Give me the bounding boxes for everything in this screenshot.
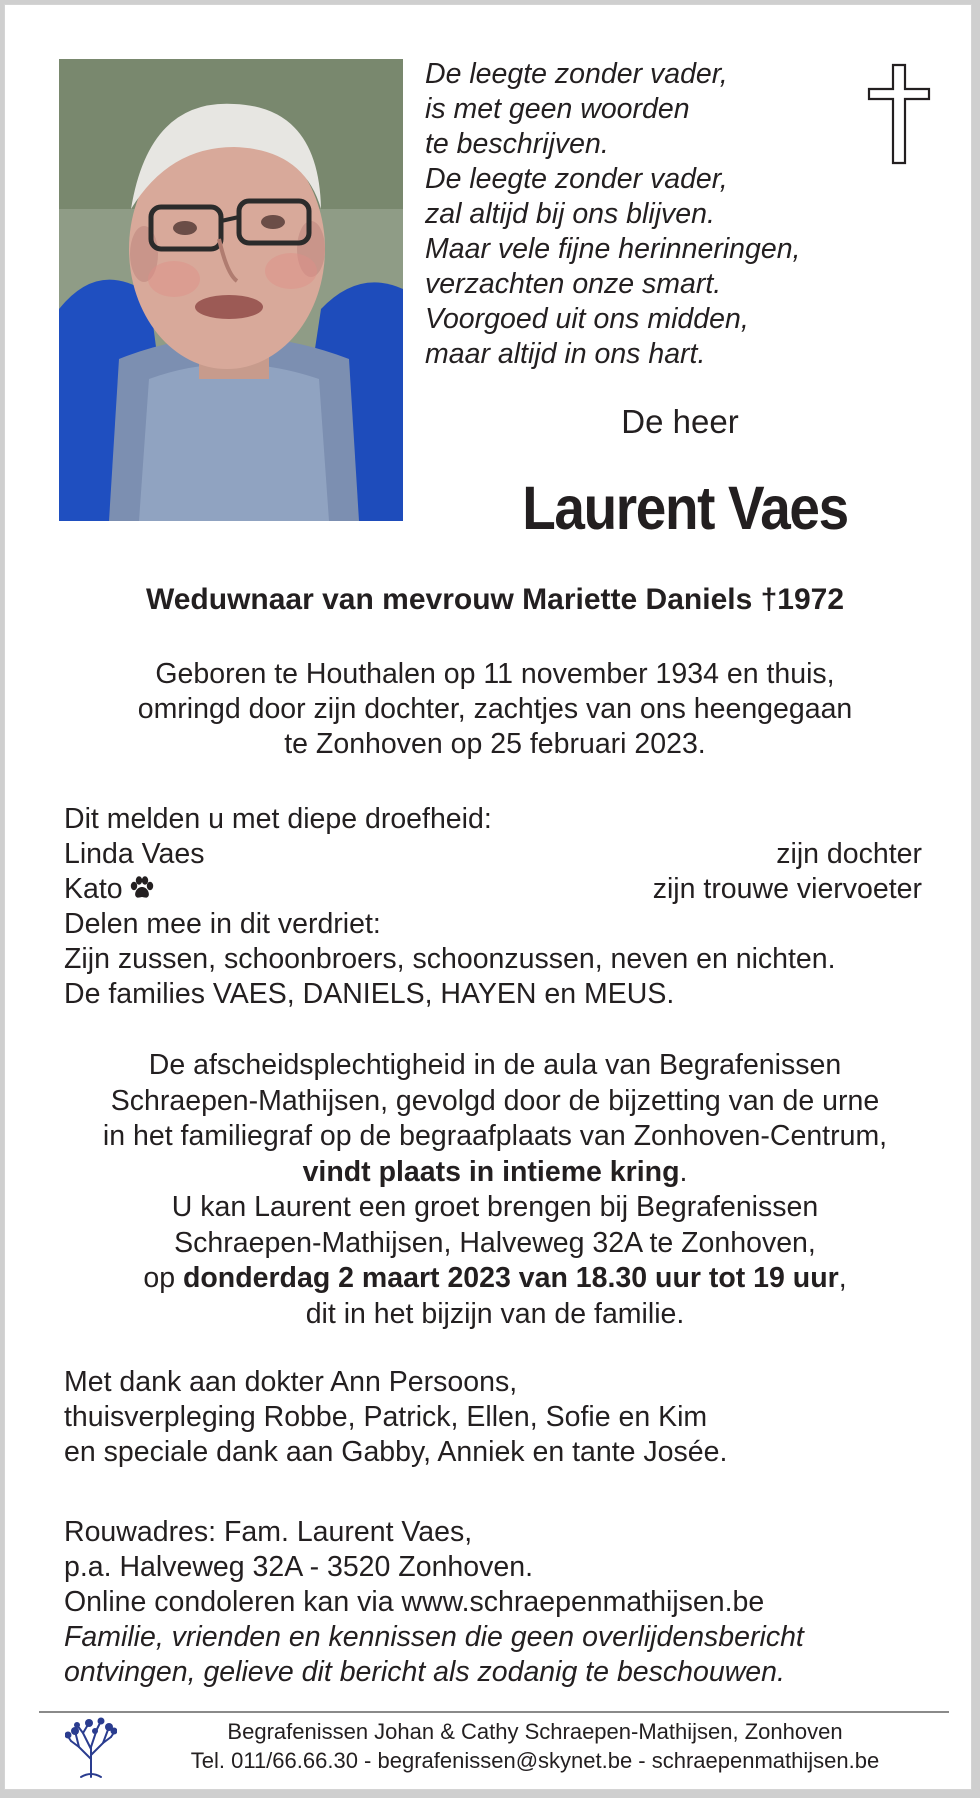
ceremony-line: dit in het bijzijn van de familie. <box>305 1297 685 1330</box>
ceremony-section <box>35 1048 955 1332</box>
ceremony-line: Schraepen-Mathijsen, gevolgd door de bijzetting van de urne <box>110 1084 880 1117</box>
address-section <box>64 1515 944 1690</box>
tree-logo-icon <box>65 1717 117 1781</box>
condolence-line: Online condoleren kan via www.schraepenmathijsen.be <box>64 1586 765 1618</box>
poem-line: te beschrijven. <box>425 128 609 160</box>
mourner-relation: zijn trouwe viervoeter <box>652 873 922 905</box>
ceremony-line: in het familiegraf op de begraafplaats van Zonhoven-Centrum, <box>102 1120 888 1152</box>
thanks-section <box>64 1365 924 1470</box>
footer-contact-line: Tel. 011/66.66.30 - begrafenissen@skynet.be - schraepenmathijsen.be <box>190 1748 880 1773</box>
poem-line: De leegte zonder vader, <box>425 163 728 195</box>
death-notice-card <box>4 4 972 1790</box>
mourner-row <box>64 872 922 907</box>
poem-line: Maar vele fijne herinneringen, <box>425 233 801 265</box>
intimate-circle-text: vindt plaats in intieme kring <box>302 1155 680 1188</box>
honorific: De heer <box>621 403 739 440</box>
birth-death-text <box>35 657 955 762</box>
thanks-line: Met dank aan dokter Ann Persoons, <box>64 1366 518 1398</box>
ceremony-text: op <box>143 1262 183 1294</box>
poem-line: is met geen woorden <box>425 93 690 125</box>
families-line: De families VAES, DANIELS, HAYEN en MEUS. <box>64 978 675 1010</box>
ceremony-line <box>35 1261 955 1297</box>
ceremony-line <box>35 1155 955 1191</box>
mourner-name-with-icon <box>64 872 155 907</box>
ceremony-line: De afscheidsplechtigheid in de aula van Begrafenissen <box>148 1049 842 1081</box>
paw-icon <box>129 876 155 900</box>
notice-note: ontvingen, gelieve dit bericht als zodanig te beschouwen. <box>64 1656 785 1688</box>
address-line: Rouwadres: Fam. Laurent Vaes, <box>64 1516 473 1548</box>
mourner-name: Linda Vaes <box>64 838 205 870</box>
footer-line: Begrafenissen Johan & Cathy Schraepen-Mathijsen, Zonhoven <box>227 1719 843 1744</box>
thanks-line: en speciale dank aan Gabby, Anniek en tante Josée. <box>64 1436 728 1468</box>
mourner-name: Kato <box>64 873 123 905</box>
share-intro: Delen mee in dit verdriet: <box>64 908 381 940</box>
thanks-line: thuisverpleging Robbe, Patrick, Ellen, Sofie en Kim <box>64 1401 708 1433</box>
punctuation: . <box>679 1155 688 1188</box>
poem-line: zal altijd bij ons blijven. <box>425 198 715 230</box>
poem <box>425 57 865 372</box>
poem-line: maar altijd in ons hart. <box>425 338 706 370</box>
poem-line: Voorgoed uit ons midden, <box>425 303 749 335</box>
deceased-name: Laurent Vaes <box>522 474 848 542</box>
portrait-photo <box>59 59 403 521</box>
mourner-row <box>64 837 922 872</box>
ceremony-line: Schraepen-Mathijsen, Halveweg 32A te Zonhoven, <box>174 1226 816 1259</box>
birth-line: omringd door zijn dochter, zachtjes van ons heengegaan <box>137 693 853 725</box>
widow-line: Weduwnaar van mevrouw Mariette Daniels †1972 <box>145 583 845 616</box>
relatives-line: Zijn zussen, schoonbroers, schoonzussen, neven en nichten. <box>64 943 836 975</box>
mourner-relation: zijn dochter <box>776 838 922 870</box>
ceremony-line: U kan Laurent een groet brengen bij Begrafenissen <box>171 1191 819 1223</box>
notice-note: Familie, vrienden en kennissen die geen overlijdensbericht <box>64 1621 804 1653</box>
punctuation: , <box>838 1262 847 1294</box>
family-section <box>64 802 922 1012</box>
poem-line: verzachten onze smart. <box>425 268 722 300</box>
funeral-home-footer <box>125 1717 945 1775</box>
poem-line: De leegte zonder vader, <box>425 58 728 90</box>
family-intro: Dit melden u met diepe droefheid: <box>64 803 492 835</box>
birth-line: te Zonhoven op 25 februari 2023. <box>284 728 706 760</box>
birth-line: Geboren te Houthalen op 11 november 1934 en thuis, <box>155 658 835 690</box>
address-line: p.a. Halveweg 32A - 3520 Zonhoven. <box>64 1551 533 1583</box>
visitation-time: donderdag 2 maart 2023 van 18.30 uur tot 19 uur <box>182 1262 839 1294</box>
cross-icon <box>867 63 931 165</box>
footer-divider <box>39 1711 949 1713</box>
